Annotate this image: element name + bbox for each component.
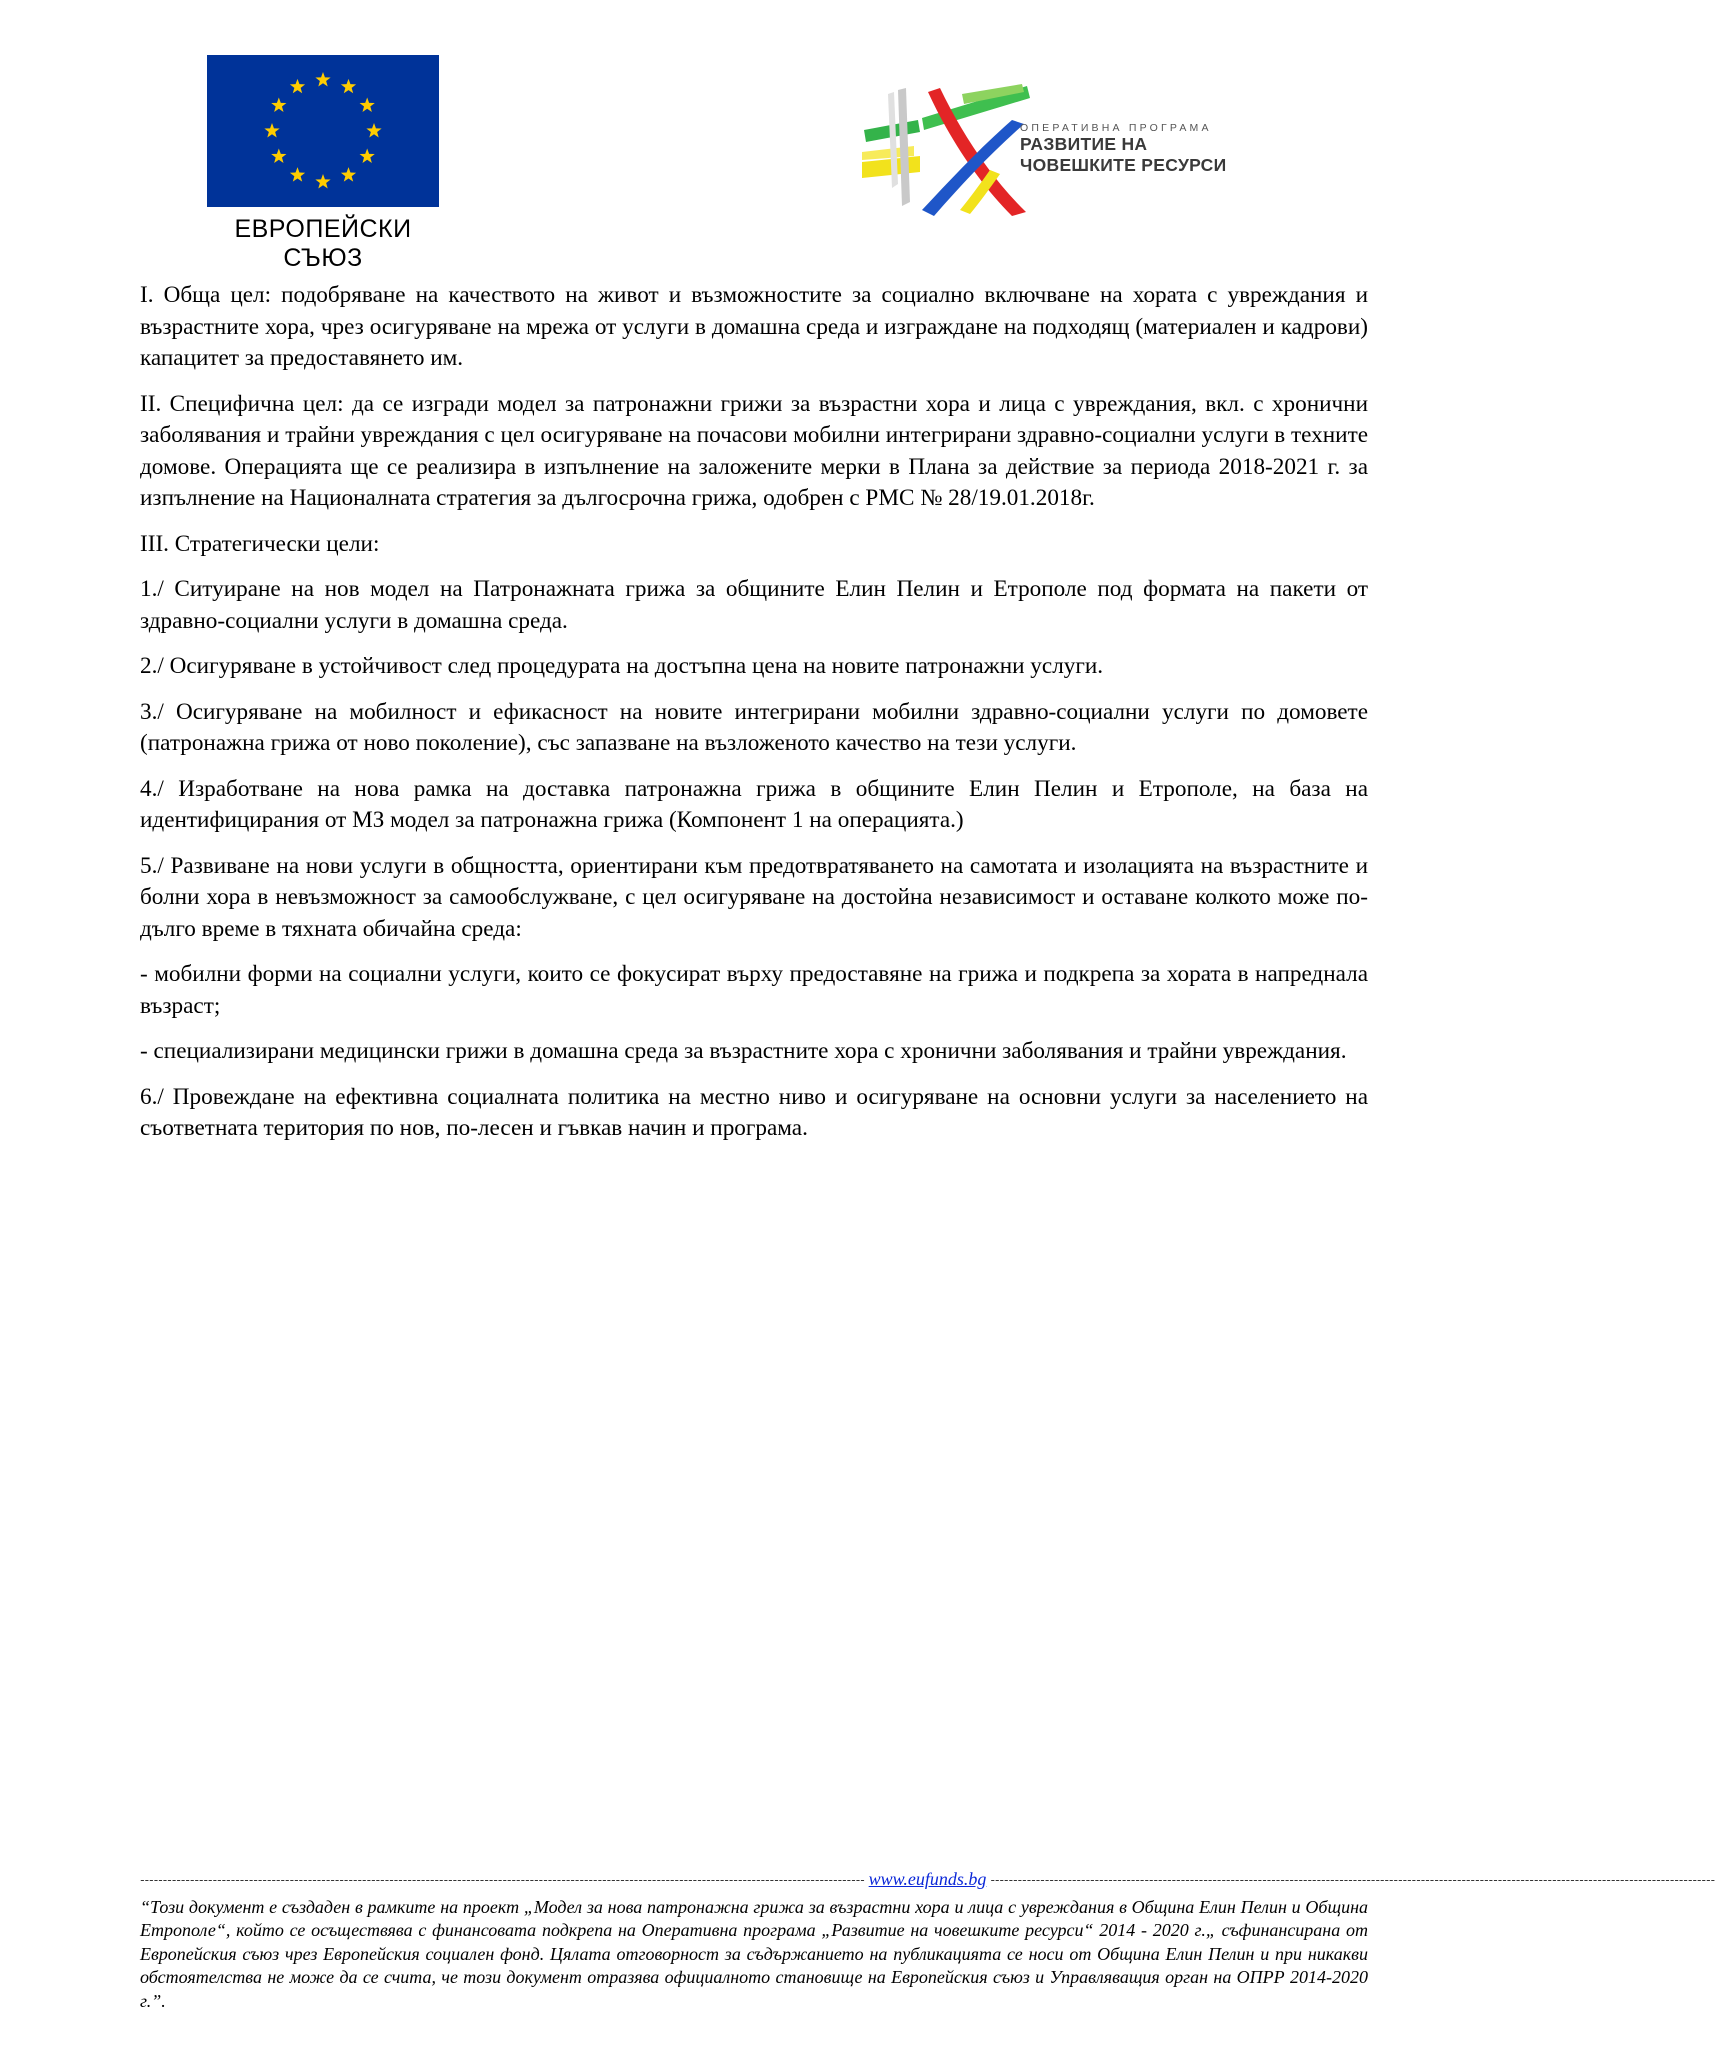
paragraph-goal-2: 2./ Осигуряване в устойчивост след процедурата на достъпна цена на новите патронажни услуги. bbox=[140, 653, 1104, 679]
footer-rule bbox=[140, 1868, 1715, 1892]
op-hrd-logo bbox=[862, 84, 1282, 224]
paragraph-goal-5-bullet-2: - специализирани медицински грижи в домашна среда за възрастните хора с хронични заболявания и трайни увреждания. bbox=[140, 1038, 1347, 1064]
op-hrd-wordmark bbox=[1020, 122, 1226, 176]
paragraph-goal-1: 1./ Ситуиране на нов модел на Патронажната грижа за общините Елин Пелин и Етрополе под формата на пакети от здравно-социални услуги в домашна среда. bbox=[140, 576, 1368, 634]
footer bbox=[140, 1868, 1715, 2013]
op-small-label: ОПЕРАТИВНА ПРОГРАМА bbox=[1020, 122, 1212, 134]
paragraph-goal-3: 3./ Осигуряване на мобилност и ефикасност на новите интегрирани мобилни здравно-социални услуги по домовете (патронажна грижа от ново поколение), със запазване на възложеното качество на тези услуги. bbox=[140, 698, 1368, 756]
eufunds-link[interactable]: www.eufunds.bg bbox=[868, 1869, 987, 1889]
op-hrd-mark-icon bbox=[862, 84, 1030, 218]
footer-disclaimer: “Този документ е създаден в рамките на проект „Модел за нова патронажна грижа за възрастни хора и лица с увреждания в Община Елин Пелин и Община Етрополе“, който се осъществява с финансовата подкрепа на Оперативна програма „Развитие на човешките ресурси“ 2014 - 2020 г.„ съфинансирана от Европейския съюз чрез Европейския социален фонд. Цялата отговорност за съдържанието на публикацията се носи от Община Елин Пелин и при никакви обстоятелства не може да се счита, че този документ отразява официалното становище на Европейския съюз и Управляващия орган на ОПРР 2014-2020 г.”. bbox=[140, 1896, 1368, 2011]
paragraph-goal-6: 6./ Провеждане на ефективна социалната политика на местно ниво и осигуряване на основни услуги за населението на съответната територия по нов, по-лесен и гъвкав начин и програма. bbox=[140, 1083, 1368, 1141]
document-body bbox=[140, 280, 1368, 1159]
paragraph-goal-5: 5./ Развиване на нови услуги в общността, ориентирани към предотвратяването на самотата и изолацията на възрастните и болни хора в невъзможност за самообслужване, с цел осигуряване на достойна независимост и оставане колкото може по-дълго време в тяхната обичайна среда: bbox=[140, 852, 1368, 942]
paragraph-general-goal: I. Обща цел: подобряване на качеството на живот и възможностите за социално включване на хората с увреждания и възрастните хора, чрез осигуряване на мрежа от услуги в домашна среда и изграждане на подходящ (материален и кадрови) капацитет за предоставянето им. bbox=[140, 282, 1368, 371]
paragraph-specific-goal: II. Специфична цел: да се изгради модел за патронажни грижи за възрастни хора и лица с увреждания, вкл. с хронични заболявания и трайни увреждания с цел осигуряване на почасови мобилни интегрирани здравно-социални услуги в техните домове. Операцията ще се реализира в изпълнение на заложените мерки в Плана за действие за периода 2018-2021 г. за изпълнение на Националната стратегия за дългосрочна грижа, одобрен с РМС № 28/19.01.2018г. bbox=[140, 390, 1368, 511]
footer-dash-left: ---------------------------------------------------------------------------------------------------------------------------------------------------------------- bbox=[140, 1872, 865, 1887]
paragraph-goal-4: 4./ Изработване на нова рамка на доставка патронажна грижа в общините Елин Пелин и Етрополе, на база на идентифицирания от МЗ модел за патронажна грижа (Компонент 1 на операцията.) bbox=[140, 775, 1368, 833]
op-title-line1: РАЗВИТИЕ НА bbox=[1020, 134, 1148, 154]
eu-flag-icon bbox=[207, 55, 439, 207]
paragraph-goal-5-bullet-1: - мобилни форми на социални услуги, които се фокусират върху предоставяне на грижа и подкрепа за хората в напреднала възраст; bbox=[140, 961, 1368, 1019]
eu-logo bbox=[207, 55, 439, 272]
op-title-line2: ЧОВЕШКИТЕ РЕСУРСИ bbox=[1020, 155, 1227, 175]
paragraph-strategic-goals-heading: III. Стратегически цели: bbox=[140, 530, 380, 557]
eu-caption: ЕВРОПЕЙСКИ СЪЮЗ bbox=[234, 215, 412, 272]
footer-dash-right: ---------------------------------------------------------------------------------------------------------------------------------------------------------------- bbox=[990, 1872, 1715, 1887]
